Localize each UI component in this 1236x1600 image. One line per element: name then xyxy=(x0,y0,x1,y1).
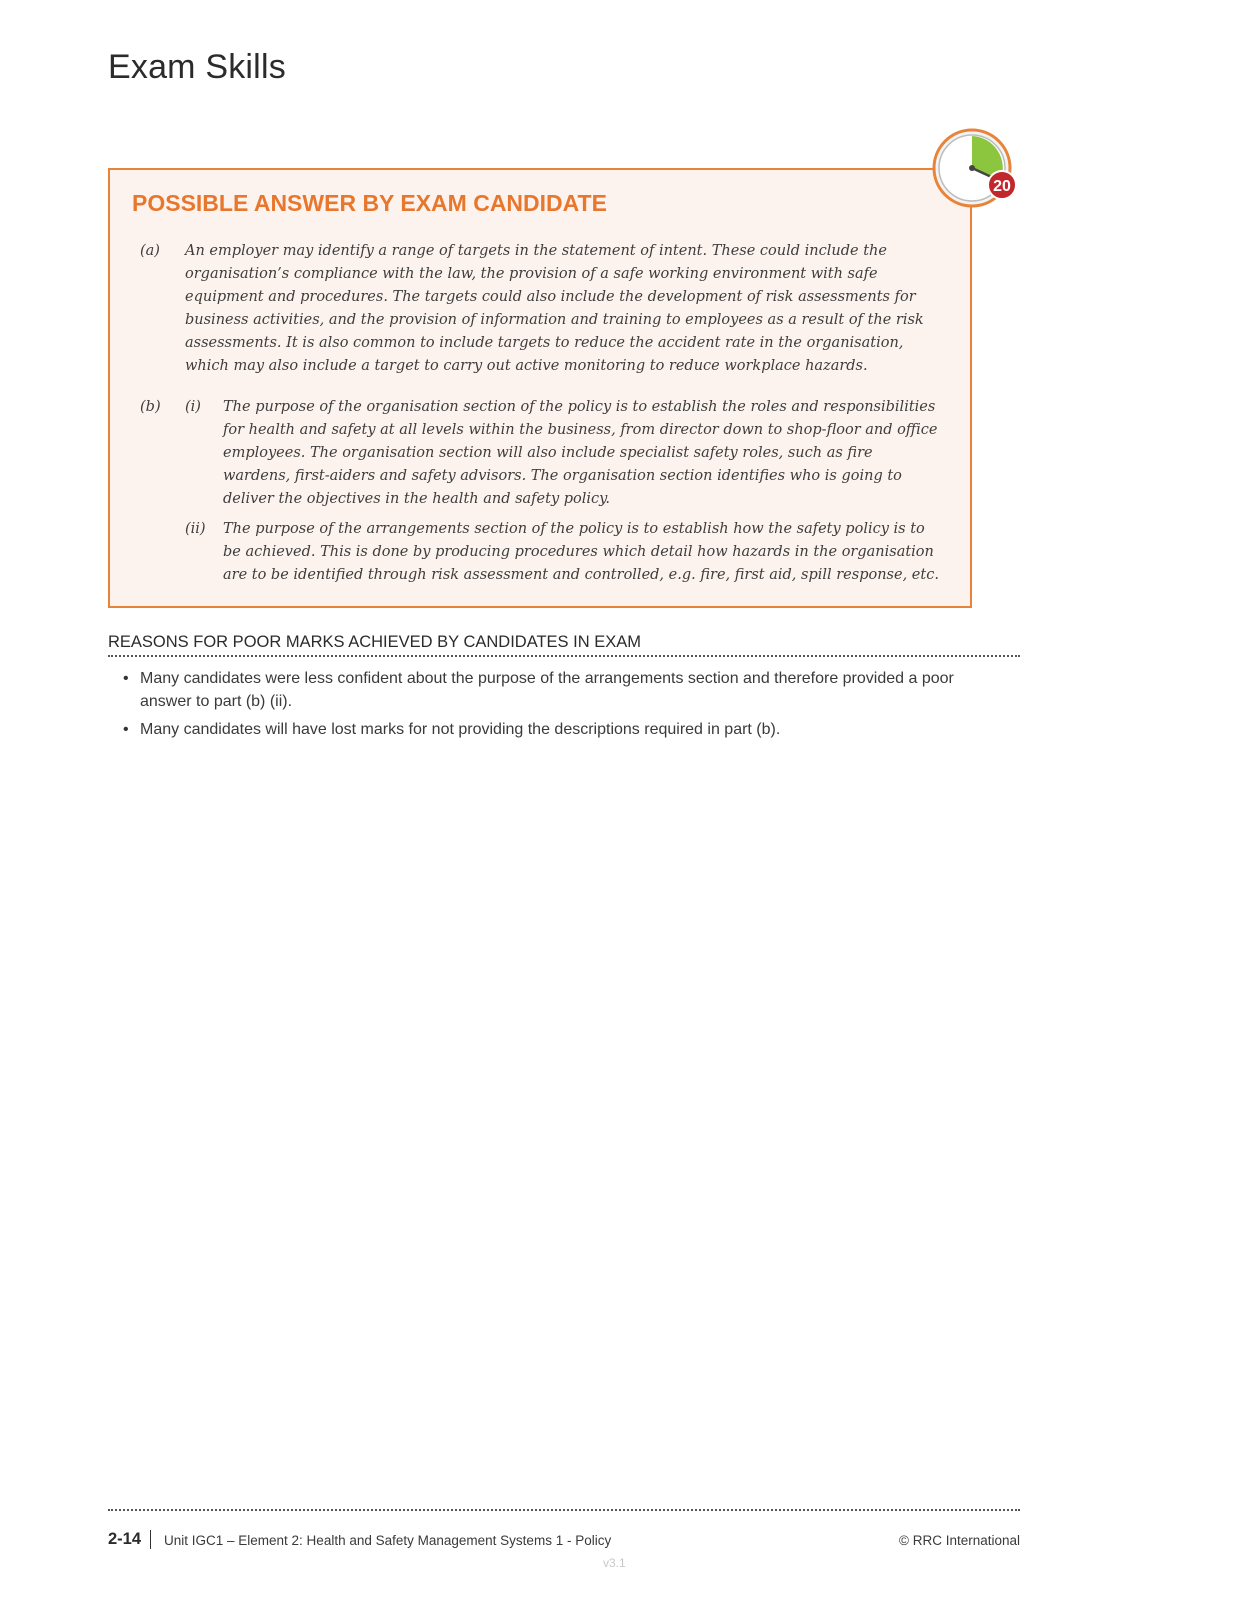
part-b-i-label: (i) xyxy=(185,399,201,415)
stopwatch-icon xyxy=(932,128,1024,220)
reasons-heading: REASONS FOR POOR MARKS ACHIEVED BY CANDIDATES IN EXAM xyxy=(108,633,1020,657)
reasons-item: • Many candidates will have lost marks for not providing the descriptions required in part (b). xyxy=(108,718,1008,741)
footer-copyright: © RRC International xyxy=(899,1533,1020,1548)
part-b-ii-label: (ii) xyxy=(185,521,206,537)
answer-box-heading: POSSIBLE ANSWER BY EXAM CANDIDATE xyxy=(132,190,607,216)
possible-answer-box xyxy=(108,168,972,608)
reasons-item: • Many candidates were less confident about the purpose of the arrangements section and therefore provided a poor answer to part (b) (ii). xyxy=(108,667,1008,713)
timer-minutes: 20 xyxy=(993,178,1011,195)
version-label: v3.1 xyxy=(603,1556,626,1570)
page-number: 2-14 xyxy=(108,1530,151,1549)
answer-part-b xyxy=(140,396,940,587)
page-footer xyxy=(108,1531,1020,1557)
part-b-i xyxy=(185,396,940,511)
part-a-label: (a) xyxy=(140,243,160,259)
part-b-ii-text: The purpose of the arrangements section of the policy is to establish how the safety policy is to be achieved. This is done by producing procedures which detail how hazards in the organisation are to be identified through risk assessment and controlled, e.g. fire, first aid, spill response, etc. xyxy=(223,521,939,583)
part-b-i-text: The purpose of the organisation section of the policy is to establish the roles and responsibilities for health and safety at all levels within the business, from director down to shop-floor and office employees. The organisation section will also include specialist safety roles, such as fire wardens, first-aiders and safety advisors. The organisation section identifies who is going to deliver the objectives in the health and safety policy. xyxy=(223,399,938,507)
footer-unit-title: Unit IGC1 – Element 2: Health and Safety Management Systems 1 - Policy xyxy=(164,1533,612,1548)
part-b-label: (b) xyxy=(140,399,161,415)
footer-divider xyxy=(108,1509,1020,1511)
part-a-text: An employer may identify a range of targets in the statement of intent. These could include the organisation’s compliance with the law, the provision of a safe working environment with safe equipment and procedures. The targets could also include the development of risk assessments for business activities, and the provision of information and training to employees as a result of the risk assessments. It is also common to include targets to reduce the accident rate in the organisation, which may also include a target to carry out active monitoring to reduce workplace hazards. xyxy=(185,243,924,374)
part-b-ii xyxy=(185,518,940,587)
answer-part-a xyxy=(140,240,940,378)
page-title: Exam Skills xyxy=(108,48,286,86)
reasons-list xyxy=(108,667,1008,746)
